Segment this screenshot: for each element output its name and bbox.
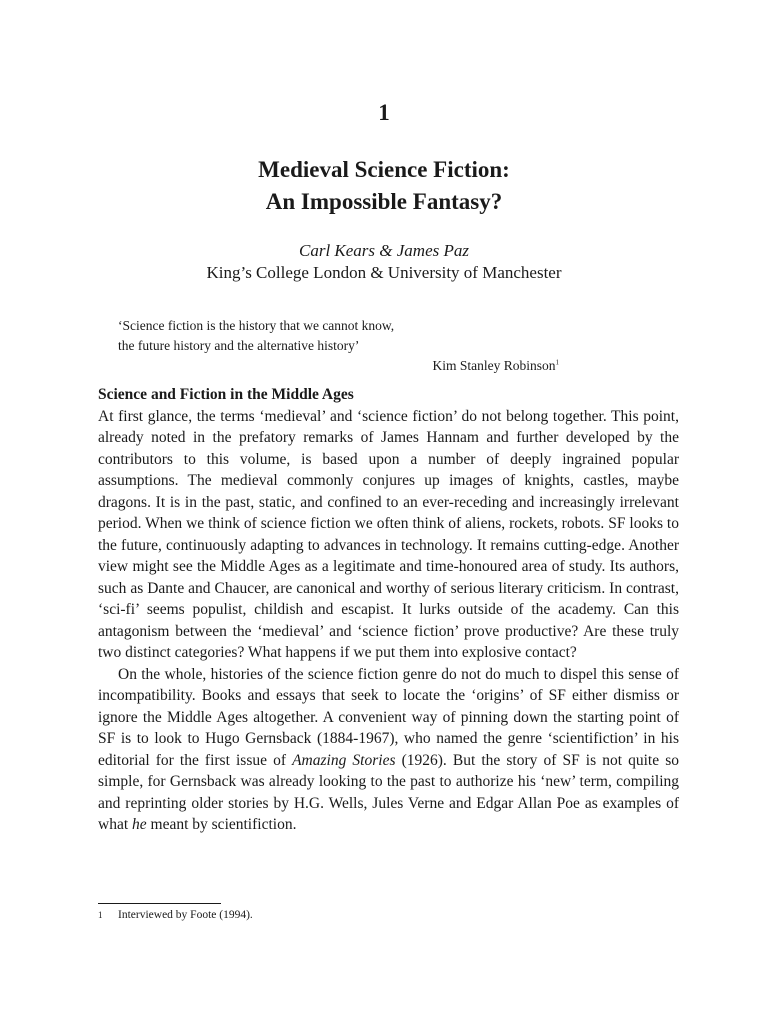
epigraph-attribution <box>300 356 559 376</box>
journal-title: Amazing Stories <box>292 751 396 769</box>
footnote-reference[interactable]: 1 <box>555 358 559 367</box>
chapter-title-line-1: Medieval Science Fiction: <box>258 157 510 182</box>
footnote-divider <box>98 903 221 904</box>
paragraph-2-text-a: On the whole, histories of the science fiction genre do not do much to dispel this sense of incompatibility. Books and essays that seek to locate the ‘origins’ of SF either dismiss or ignore the Middle Ages altogether. A convenient way of pinning down the starting point of SF is to look to Hugo Gernsback (1884-1967), who named the genre ‘scientifiction’ in his editorial for the first issue of <box>98 665 679 769</box>
footnote <box>98 907 678 923</box>
paragraph-2 <box>98 664 679 836</box>
paragraph-2-text-c: meant by scientifiction. <box>146 816 297 833</box>
footnote-text: Interviewed by Foote (1994). <box>118 909 253 921</box>
emphasis-he: he <box>132 816 147 833</box>
body-text <box>98 384 679 836</box>
author-affiliation: King’s College London & University of Manchester <box>206 263 562 282</box>
section-heading: Science and Fiction in the Middle Ages <box>98 386 354 403</box>
chapter-title-line-2: An Impossible Fantasy? <box>265 189 503 214</box>
chapter-title <box>0 154 768 218</box>
chapter-authors: Carl Kears & James Paz <box>299 241 469 260</box>
epigraph-line-2: the future history and the alternative history’ <box>118 338 360 353</box>
epigraph-quote <box>118 316 558 356</box>
epigraph-line-1: ‘Science fiction is the history that we cannot know, <box>118 318 395 333</box>
paragraph-1: At first glance, the terms ‘medieval’ and ‘science fiction’ do not belong together. This point, already noted in the prefatory remarks of James Hannam and further developed by the contributors to this volume, is based upon a number of deeply ingrained popular assumptions. The medieval commonly conjures up images of knights, castles, maybe dragons. It is in the past, static, and confined to an ever-receding and increasingly irrelevant period. When we think of science fiction we often think of aliens, rockets, robots. SF looks to the future, continuously adapting to advances in technology. It remains cutting-edge. Another view might see the Middle Ages as a legitimate and time-honoured area of study. Its authors, such as Dante and Chaucer, are canonical and worthy of serious literary criticism. In contrast, ‘sci-fi’ seems populist, childish and escapist. It lurks outside of the academy. Can this antagonism between the ‘medieval’ and ‘science fiction’ prove productive? Are these truly two distinct categories? What happens if we put them into explosive contact? <box>98 407 679 661</box>
chapter-number: 1 <box>378 100 390 125</box>
paragraph-2-text-b: (1926). But the story of SF is not quite so simple, for Gernsback was already looking to the past to authorize his ‘new’ term, compiling and reprinting older stories by H.G. Wells, Jules Verne and Edgar Allan Poe as examples of what <box>98 751 679 833</box>
footnote-number: 1 <box>98 910 103 920</box>
epigraph-author: Kim Stanley Robinson <box>432 358 556 373</box>
